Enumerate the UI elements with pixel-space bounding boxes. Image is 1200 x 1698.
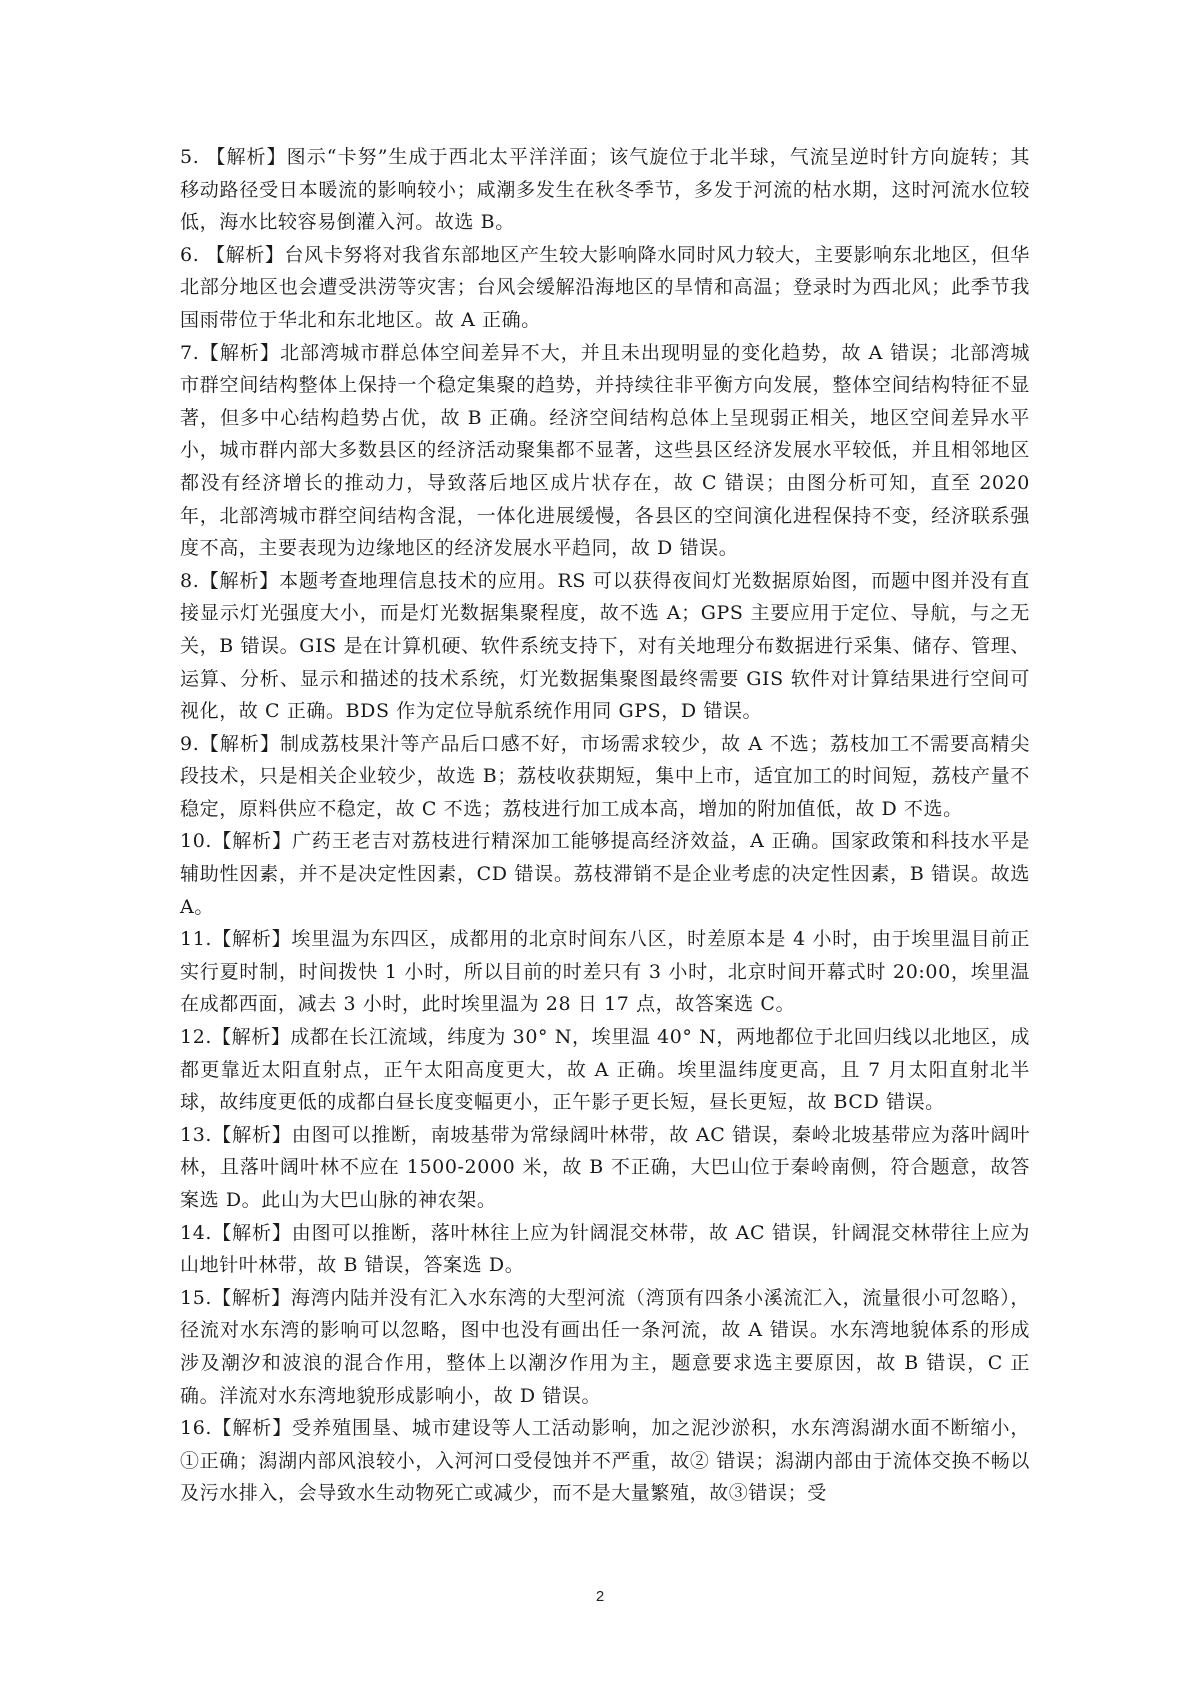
answer-paragraph-8: 8.【解析】本题考查地理信息技术的应用。RS 可以获得夜间灯光数据原始图，而题中图并没有直接显示灯光强度大小，而是灯光数据集聚程度，故不选 A；GPS 主要应用于定位、导航，与之无关，B 错误。GIS 是在计算机硬、软件系统支持下，对有关地理分布数据进行采集、储存、管理、运算、分析、显示和描述的技术系统，灯光数据集聚图最终需要 GIS 软件对计算结果进行空间可视化，故 C 正确。BDS 作为定位导航系统作用同 GPS，D 错误。 <box>180 569 1030 723</box>
page-number: 2 <box>595 1588 605 1605</box>
answer-paragraph-7: 7.【解析】北部湾城市群总体空间差异不大，并且未出现明显的变化趋势，故 A 错误；北部湾城市群空间结构整体上保持一个稳定集聚的趋势，并持续往非平衡方向发展，整体空间结构特征不显著，但多中心结构趋势占优，故 B 正确。经济空间结构总体上呈现弱正相关，地区空间差异水平小，城市群内部大多数县区的经济活动聚集都不显著，这些县区经济发展水平较低，并且相邻地区都没有经济增长的推动力，导致落后地区成片状存在，故 C 错误；由图分析可知，直至 2020 年，北部湾城市群空间结构含混，一体化进展缓慢，各县区的空间演化进程保持不变，经济联系强度不高，主要表现为边缘地区的经济发展水平趋同，故 D 错误。 <box>180 341 1030 560</box>
document-body <box>180 141 1030 1510</box>
answer-paragraph-16: 16.【解析】受养殖围垦、城市建设等人工活动影响，加之泥沙淤积，水东湾潟湖水面不断缩小，①正确；潟湖内部风浪较小，入河河口受侵蚀并不严重，故② 错误；潟湖内部由于流体交换不畅以及污水排入，会导致水生动物死亡或减少，而不是大量繁殖，故③错误；受 <box>180 1417 1030 1505</box>
answer-paragraph-15: 15.【解析】海湾内陆并没有汇入水东湾的大型河流（湾顶有四条小溪流汇入，流量很小可忽略），径流对水东湾的影响可以忽略，图中也没有画出任一条河流，故 A 错误。水东湾地貌体系的形成涉及潮汐和波浪的混合作用，整体上以潮汐作用为主，题意要求选主要原因，故 B 错误，C 正确。洋流对水东湾地貌形成影响小，故 D 错误。 <box>180 1286 1030 1407</box>
answer-paragraph-12: 12.【解析】成都在长江流域，纬度为 30° N，埃里温 40° N，两地都位于北回归线以北地区，成都更靠近太阳直射点，正午太阳高度更大，故 A 正确。埃里温纬度更高，且 7 月太阳直射北半球，故纬度更低的成都白昼长度变幅更小，正午影子更长短，昼长更短，故 BCD 错误。 <box>180 1026 1030 1114</box>
answer-paragraph-5: 5. 【解析】图示“卡努”生成于西北太平洋洋面；该气旋位于北半球，气流呈逆时针方向旋转；其移动路径受日本暖流的影响较小；咸潮多发生在秋冬季节，多发于河流的枯水期，这时河流水位较低，海水比较容易倒灌入河。故选 B。 <box>180 146 1030 234</box>
answer-paragraph-10: 10.【解析】广药王老吉对荔枝进行精深加工能够提高经济效益，A 正确。国家政策和科技水平是辅助性因素，并不是决定性因素，CD 错误。荔枝滞销不是企业考虑的决定性因素，B 错误。故选 A。 <box>180 830 1030 918</box>
answer-paragraph-6: 6. 【解析】台风卡努将对我省东部地区产生较大影响降水同时风力较大，主要影响东北地区，但华北部分地区也会遭受洪涝等灾害；台风会缓解沿海地区的旱情和高温；登录时为西北风；此季节我国雨带位于华北和东北地区。故 A 正确。 <box>180 243 1030 331</box>
answer-paragraph-9: 9.【解析】制成荔枝果汁等产品后口感不好，市场需求较少，故 A 不选；荔枝加工不需要高精尖段技术，只是相关企业较少，故选 B；荔枝收获期短，集中上市，适宜加工的时间短，荔枝产量不稳定，原料供应不稳定，故 C 不选；荔枝进行加工成本高，增加的附加值低，故 D 不选。 <box>180 732 1030 820</box>
answer-paragraph-11: 11.【解析】埃里温为东四区，成都用的北京时间东八区，时差原本是 4 小时，由于埃里温目前正实行夏时制，时间拨快 1 小时，所以目前的时差只有 3 小时，北京时间开幕式时 20:00，埃里温在成都西面，减去 3 小时，此时埃里温为 28 日 17 点，故答案选 C。 <box>180 928 1030 1016</box>
answer-paragraph-13: 13.【解析】由图可以推断，南坡基带为常绿阔叶林带，故 AC 错误，秦岭北坡基带应为落叶阔叶林，且落叶阔叶林不应在 1500-2000 米，故 B 不正确，大巴山位于秦岭南侧，符合题意，故答案选 D。此山为大巴山脉的神农架。 <box>180 1123 1030 1211</box>
answer-paragraph-14: 14.【解析】由图可以推断，落叶林往上应为针阔混交林带，故 AC 错误，针阔混交林带往上应为山地针叶林带，故 B 错误，答案选 D。 <box>180 1221 1030 1277</box>
